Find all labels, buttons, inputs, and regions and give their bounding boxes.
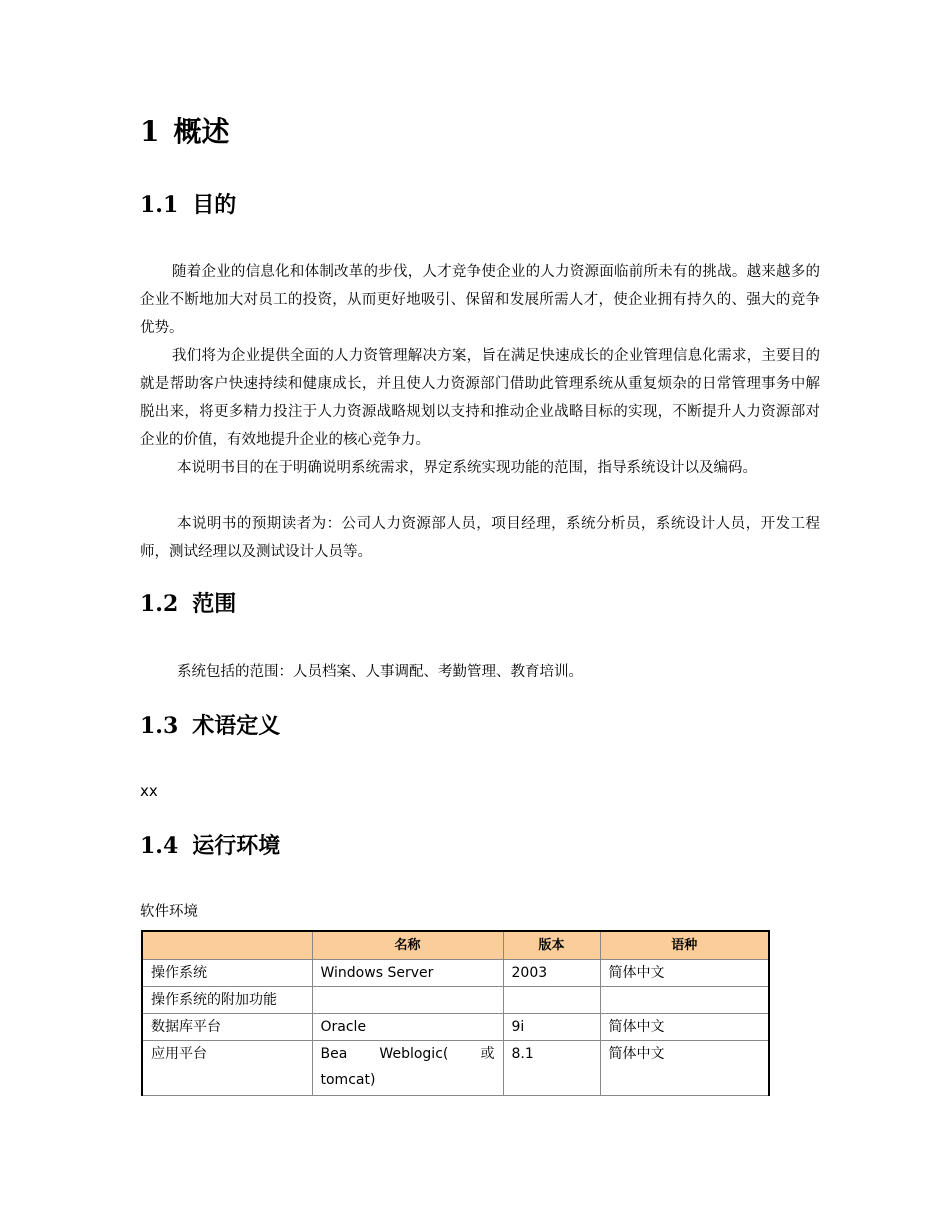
- table-cell: 操作系统的附加功能: [142, 987, 312, 1014]
- section-1-4-heading: [140, 830, 280, 862]
- table-cell: [600, 987, 769, 1014]
- table-cell: 应用平台: [142, 1041, 312, 1096]
- section-1-title: 概述: [173, 115, 230, 148]
- table-header-cell: 名称: [312, 931, 503, 960]
- purpose-paragraph-2: 我们将为企业提供全面的人力资管理解决方案，旨在满足快速成长的企业管理信息化需求，主要目的就是帮助客户快速持续和健康成长，并且使人力资源部门借助此管理系统从重复烦杂的日常管理事务中解脱出来，将更多精力投注于人力资源战略规划以支持和推动企业战略目标的实现，不断提升人力资源部对企业的价值，有效地提升企业的核心竞争力。: [140, 348, 820, 448]
- section-1-number: 1: [140, 115, 160, 148]
- table-header-cell: 语种: [600, 931, 769, 960]
- table-cell: [312, 987, 503, 1014]
- software-environment-caption: 软件环境: [140, 904, 198, 920]
- terms-paragraph: xx: [140, 782, 158, 800]
- section-1-4-number: 1.4: [140, 833, 179, 859]
- section-1-2-title: 范围: [192, 591, 237, 617]
- section-1-1-title: 目的: [192, 192, 237, 218]
- section-1-heading: [140, 112, 230, 152]
- section-1-3-title: 术语定义: [192, 713, 281, 739]
- table-row: [142, 987, 769, 1014]
- section-1-4-title: 运行环境: [192, 833, 281, 859]
- section-1-2-heading: [140, 588, 236, 620]
- section-1-1-heading: [140, 189, 236, 221]
- table-header-cell: 版本: [503, 931, 600, 960]
- table-row: [142, 1014, 769, 1041]
- table-cell: Windows Server: [312, 960, 503, 987]
- section-1-3-number: 1.3: [140, 713, 179, 739]
- table-cell: 操作系统: [142, 960, 312, 987]
- table-cell: 简体中文: [600, 1014, 769, 1041]
- scope-paragraph: 系统包括的范围：人员档案、人事调配、考勤管理、教育培训。: [177, 664, 583, 680]
- table-cell: 8.1: [503, 1041, 600, 1096]
- table-row: [142, 1041, 769, 1096]
- table-cell: 简体中文: [600, 1041, 769, 1096]
- section-1-2-number: 1.2: [140, 591, 179, 617]
- purpose-paragraph-1: 随着企业的信息化和体制改革的步伐，人才竞争使企业的人力资源面临前所未有的挑战。越来越多的企业不断地加大对员工的投资，从而更好地吸引、保留和发展所需人才，使企业拥有持久的、强大的竞争优势。: [140, 264, 820, 336]
- section-1-3-heading: [140, 710, 280, 742]
- table-row: [142, 960, 769, 987]
- section-1-1-number: 1.1: [140, 192, 179, 218]
- table-header-cell: [142, 931, 312, 960]
- software-environment-table: [141, 930, 770, 1096]
- table-cell: 2003: [503, 960, 600, 987]
- purpose-paragraph-3: 本说明书目的在于明确说明系统需求，界定系统实现功能的范围，指导系统设计以及编码。: [177, 460, 757, 476]
- table-cell: 9i: [503, 1014, 600, 1041]
- table-header-row: [142, 931, 769, 960]
- purpose-paragraph-4: 本说明书的预期读者为：公司人力资源部人员，项目经理，系统分析员，系统设计人员，开发工程师，测试经理以及测试设计人员等。: [140, 516, 820, 560]
- table-cell: Bea Weblogic( 或 tomcat): [312, 1041, 503, 1096]
- table-cell: 数据库平台: [142, 1014, 312, 1041]
- table-cell: [503, 987, 600, 1014]
- table-cell: Oracle: [312, 1014, 503, 1041]
- table-cell: 简体中文: [600, 960, 769, 987]
